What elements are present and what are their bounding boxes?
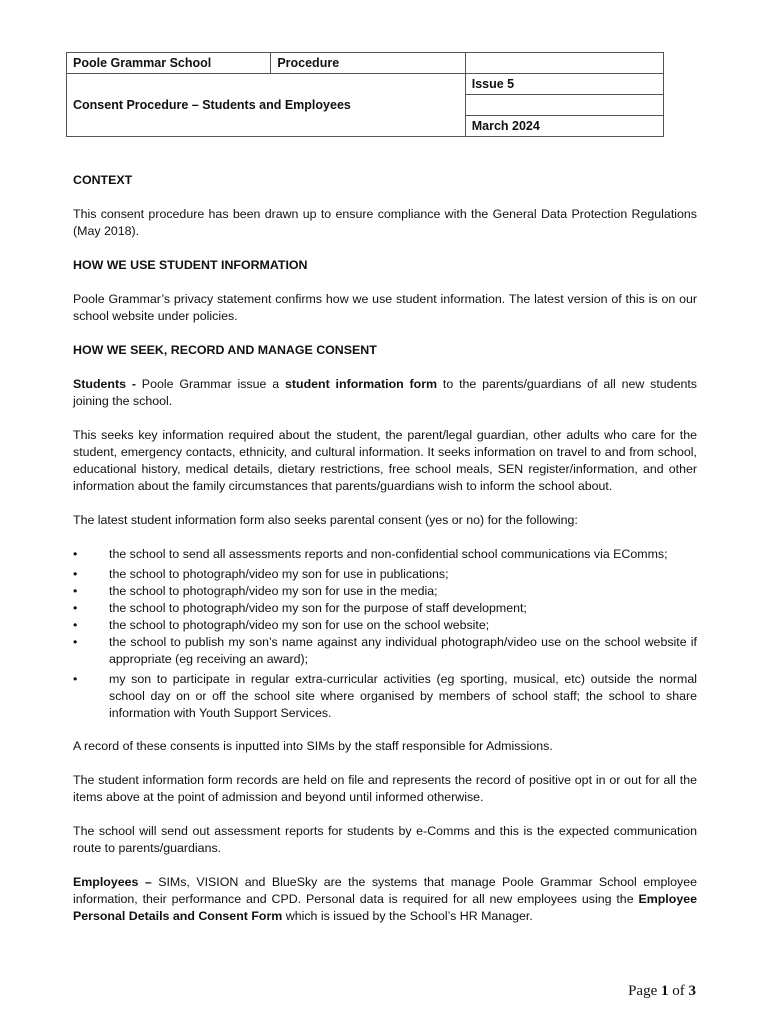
issue-cell: Issue 5 bbox=[465, 74, 663, 95]
header-table bbox=[66, 52, 664, 137]
seeks-paragraph: This seeks key information required about the student, the parent/legal guardian, other adults who care for the student, emergency contacts, ethnicity, and cultural information. It seeks information on travel to and from school, educational history, medical details, dietary restrictions, free school meals, SEN register/information, and other information about the family circumstances that parents/guardians wish to inform the school about. bbox=[73, 428, 697, 493]
page-total: 3 bbox=[688, 983, 696, 999]
doc-title-cell: Consent Procedure – Students and Employees bbox=[67, 74, 466, 137]
seek-heading: HOW WE SEEK, RECORD AND MANAGE CONSENT bbox=[73, 343, 377, 357]
file-paragraph: The student information form records are held on file and represents the record of positive opt in or out for all the items above at the point of admission and beyond until informed otherwise. bbox=[73, 773, 697, 804]
list-item: • the school to publish my son’s name against any individual photograph/video use on the school website if appropriate (eg receiving an award); bbox=[73, 634, 697, 668]
latest-paragraph: The latest student information form also seeks parental consent (yes or no) for the following: bbox=[73, 513, 578, 527]
employees-text-b: which is issued by the School’s HR Manager. bbox=[282, 909, 533, 923]
document-body bbox=[73, 172, 697, 942]
school-name-cell: Poole Grammar School bbox=[67, 53, 271, 74]
employees-label: Employees – bbox=[73, 875, 152, 889]
students-paragraph bbox=[73, 376, 697, 410]
list-item: • the school to photograph/video my son for use in publications; bbox=[73, 566, 697, 583]
date-cell: March 2024 bbox=[465, 116, 663, 137]
employees-form-name: Employee Personal Details and Consent Form bbox=[73, 892, 697, 923]
record-paragraph: A record of these consents is inputted into SIMs by the staff responsible for Admissions. bbox=[73, 739, 553, 753]
consent-list bbox=[73, 546, 697, 722]
list-item: • the school to photograph/video my son for use in the media; bbox=[73, 583, 697, 600]
blank-cell bbox=[465, 53, 663, 74]
list-item: • the school to photograph/video my son for the purpose of staff development; bbox=[73, 600, 697, 617]
context-paragraph: This consent procedure has been drawn up to ensure compliance with the General Data Protection Regulations (May 2018). bbox=[73, 207, 697, 238]
employees-text-a: SIMs, VISION and BlueSky are the systems that manage Poole Grammar School employee information, their performance and CPD. Personal data is required for all new employees using the bbox=[73, 875, 697, 906]
students-form-name: student information form bbox=[284, 377, 438, 391]
students-text-b: to the parents/guardians of all new students joining the school. bbox=[73, 377, 697, 408]
blank-cell-2 bbox=[465, 95, 663, 116]
use-paragraph: Poole Grammar’s privacy statement confirms how we use student information. The latest version of this is on our school website under policies. bbox=[73, 292, 697, 323]
list-item: • the school to send all assessments reports and non-confidential school communications via EComms; bbox=[73, 546, 697, 563]
page-number bbox=[628, 983, 696, 1000]
use-heading: HOW WE USE STUDENT INFORMATION bbox=[73, 258, 308, 272]
employees-paragraph bbox=[73, 874, 697, 925]
doc-type-cell: Procedure bbox=[271, 53, 465, 74]
page-of-label: of bbox=[668, 983, 689, 999]
list-item: • the school to photograph/video my son for use on the school website; bbox=[73, 617, 697, 634]
send-paragraph: The school will send out assessment reports for students by e-Comms and this is the expected communication route to parents/guardians. bbox=[73, 824, 697, 855]
page-label: Page bbox=[628, 983, 661, 999]
students-text-a: Poole Grammar issue a bbox=[135, 377, 285, 391]
page-current: 1 bbox=[661, 983, 669, 999]
context-heading: CONTEXT bbox=[73, 173, 133, 187]
list-item: • my son to participate in regular extra-curricular activities (eg sporting, musical, etc) outside the normal school day on or off the school site where organised by members of school staff; the school to share information with Youth Support Services. bbox=[73, 671, 697, 722]
students-label: Students - bbox=[73, 377, 136, 391]
